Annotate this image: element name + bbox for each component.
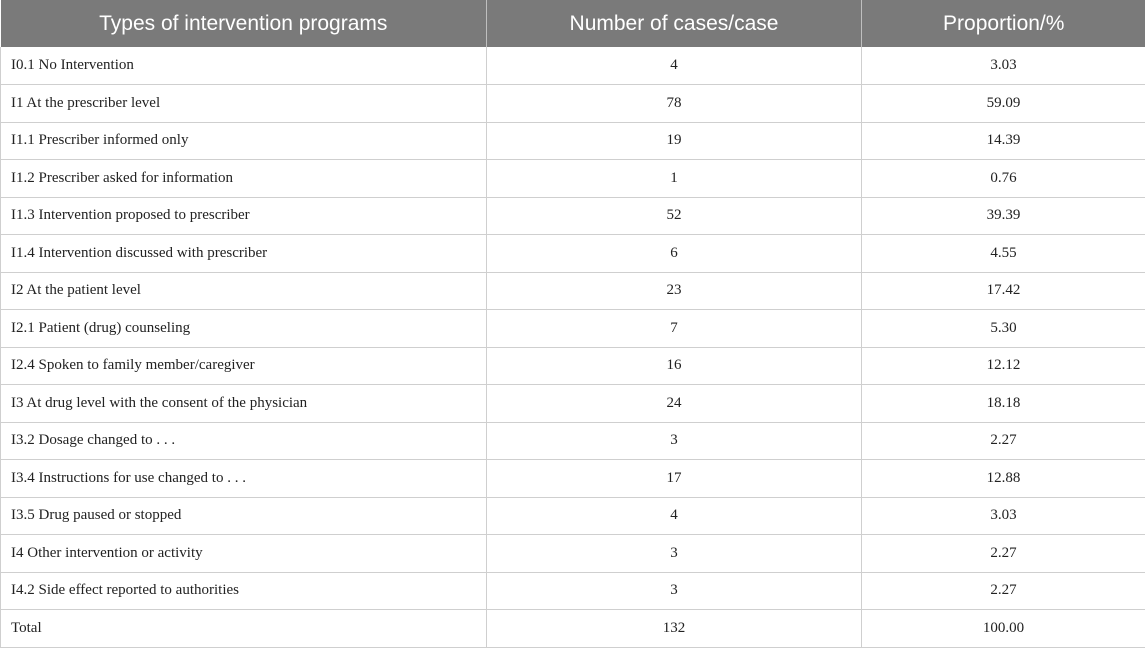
cell-number-of-cases: 4 [487, 47, 862, 85]
cell-intervention-type: I3.2 Dosage changed to . . . [1, 422, 487, 460]
cell-intervention-type: I3.5 Drug paused or stopped [1, 497, 487, 535]
cell-number-of-cases: 3 [487, 572, 862, 610]
table-row [1, 347, 1145, 385]
cell-proportion: 12.12 [862, 347, 1145, 385]
table-row [1, 122, 1145, 160]
table-row [1, 197, 1145, 235]
table-row [1, 310, 1145, 348]
table-row [1, 497, 1145, 535]
cell-proportion: 3.03 [862, 497, 1145, 535]
cell-intervention-type: I2.1 Patient (drug) counseling [1, 310, 487, 348]
cell-proportion: 17.42 [862, 272, 1145, 310]
table-body [1, 47, 1145, 647]
cell-intervention-type: I4.2 Side effect reported to authorities [1, 572, 487, 610]
cell-proportion: 100.00 [862, 610, 1145, 648]
cell-intervention-type: I2 At the patient level [1, 272, 487, 310]
table-row [1, 160, 1145, 198]
cell-number-of-cases: 3 [487, 535, 862, 573]
cell-proportion: 59.09 [862, 85, 1145, 123]
cell-number-of-cases: 132 [487, 610, 862, 648]
cell-intervention-type: I2.4 Spoken to family member/caregiver [1, 347, 487, 385]
cell-number-of-cases: 7 [487, 310, 862, 348]
table-row [1, 47, 1145, 85]
cell-intervention-type: I3 At drug level with the consent of the physician [1, 385, 487, 423]
table-row [1, 460, 1145, 498]
cell-number-of-cases: 24 [487, 385, 862, 423]
header-intervention-type: Types of intervention programs [1, 0, 487, 47]
table-row [1, 235, 1145, 273]
cell-intervention-type: I0.1 No Intervention [1, 47, 487, 85]
cell-intervention-type: I1.3 Intervention proposed to prescriber [1, 197, 487, 235]
cell-proportion: 0.76 [862, 160, 1145, 198]
cell-intervention-type: Total [1, 610, 487, 648]
cell-number-of-cases: 3 [487, 422, 862, 460]
header-row [1, 0, 1145, 47]
table-row [1, 422, 1145, 460]
cell-proportion: 3.03 [862, 47, 1145, 85]
cell-intervention-type: I1.2 Prescriber asked for information [1, 160, 487, 198]
cell-number-of-cases: 78 [487, 85, 862, 123]
cell-proportion: 18.18 [862, 385, 1145, 423]
cell-intervention-type: I1.1 Prescriber informed only [1, 122, 487, 160]
cell-intervention-type: I3.4 Instructions for use changed to . . . [1, 460, 487, 498]
table-row [1, 535, 1145, 573]
table-row [1, 385, 1145, 423]
cell-number-of-cases: 17 [487, 460, 862, 498]
cell-proportion: 39.39 [862, 197, 1145, 235]
table-row [1, 272, 1145, 310]
cell-proportion: 4.55 [862, 235, 1145, 273]
table-row [1, 85, 1145, 123]
cell-number-of-cases: 16 [487, 347, 862, 385]
cell-proportion: 12.88 [862, 460, 1145, 498]
cell-number-of-cases: 4 [487, 497, 862, 535]
cell-intervention-type: I4 Other intervention or activity [1, 535, 487, 573]
cell-proportion: 14.39 [862, 122, 1145, 160]
cell-proportion: 2.27 [862, 535, 1145, 573]
cell-number-of-cases: 6 [487, 235, 862, 273]
cell-number-of-cases: 1 [487, 160, 862, 198]
cell-intervention-type: I1.4 Intervention discussed with prescriber [1, 235, 487, 273]
cell-intervention-type: I1 At the prescriber level [1, 85, 487, 123]
cell-number-of-cases: 19 [487, 122, 862, 160]
cell-proportion: 2.27 [862, 572, 1145, 610]
table-header [1, 0, 1145, 47]
cell-proportion: 5.30 [862, 310, 1145, 348]
header-number-of-cases: Number of cases/case [487, 0, 862, 47]
cell-proportion: 2.27 [862, 422, 1145, 460]
table-row [1, 572, 1145, 610]
header-proportion: Proportion/% [862, 0, 1145, 47]
cell-number-of-cases: 23 [487, 272, 862, 310]
table-row [1, 610, 1145, 648]
cell-number-of-cases: 52 [487, 197, 862, 235]
